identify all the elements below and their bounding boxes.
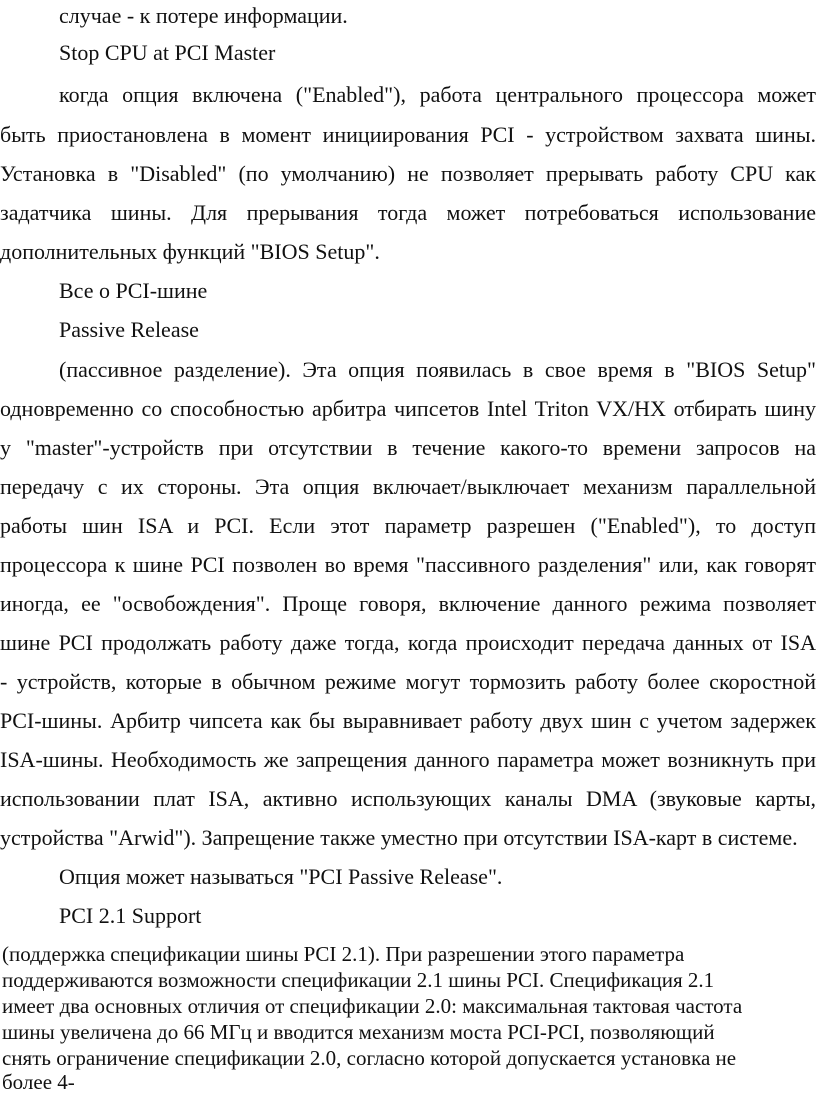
passive-line-2: одновременно со способностью арбитра чипсетов Intel Triton VX/HX отбирать шину [0,396,816,421]
passive-line-7: иногда, ее "освобождения". Проще говоря, включение данного режима позволяет [0,591,816,616]
heading-pci21-support: PCI 2.1 Support [59,903,202,928]
stop-cpu-line-1: когда опция включена ("Enabled"), работа центрального процессора может [59,82,816,107]
passive-line-12: использовании плат ISA, активно использующих каналы DMA (звуковые карты, [0,786,816,811]
stop-cpu-line-2: быть приостановлена в момент инициирования PCI - устройством захвата шины. [0,122,816,147]
passive-note: Опция может называться "PCI Passive Release". [59,864,503,889]
stop-cpu-line-3: Установка в "Disabled" (по умолчанию) не позволяет прерывать работу CPU как [0,161,816,186]
heading-passive-release: Passive Release [59,317,199,342]
stop-cpu-line-4: задатчика шины. Для прерывания тогда может потребоваться использование [0,200,816,225]
heading-all-about-pci: Все о PCI-шине [59,278,208,303]
passive-line-5: работы шин ISA и PCI. Если этот параметр разрешен ("Enabled"), то доступ [0,513,816,538]
passive-line-6: процессора к шине PCI позволен во время "пассивного разделения" или, как говорят [0,552,816,577]
passive-line-13: устройства "Arwid"). Запрещение также уместно при отсутствии ISA-карт в системе. [0,825,798,850]
passive-line-3: у "master"-устройств при отсутствии в течение какого-то времени запросов на [0,435,816,460]
stop-cpu-line-5: дополнительных функций "BIOS Setup". [0,239,380,264]
pci21-line-4: шины увеличена до 66 МГц и вводится механизм моста PCI-PCI, позволяющий [2,1020,715,1044]
pci21-line-2: поддерживаются возможности спецификации 2.1 шины PCI. Спецификация 2.1 [2,968,715,992]
passive-line-8: шине PCI продолжать работу даже тогда, когда происходит передача данных от ISA [0,630,816,655]
pci21-line-1: (поддержка спецификации шины PCI 2.1). При разрешении этого параметра [2,942,685,966]
heading-stop-cpu: Stop CPU at PCI Master [59,40,276,65]
pci21-line-6: более 4- [2,1070,75,1094]
intro-line: случае - к потере информации. [59,3,348,28]
passive-line-4: передачу с их стороны. Эта опция включает/выключает механизм параллельной [0,474,816,499]
passive-line-10: PCI-шины. Арбитр чипсета как бы выравнивает работу двух шин с учетом задержек [0,708,816,733]
pci21-line-5: снять ограничение спецификации 2.0, согласно которой допускается установка не [2,1046,737,1070]
passive-line-11: ISA-шины. Необходимость же запрещения данного параметра может возникнуть при [0,747,816,772]
pci21-line-3: имеет два основных отличия от спецификации 2.0: максимальная тактовая частота [2,994,743,1018]
passive-line-9: - устройств, которые в обычном режиме могут тормозить работу более скоростной [0,669,816,694]
passive-line-1: (пассивное разделение). Эта опция появилась в свое время в "BIOS Setup" [59,357,816,382]
